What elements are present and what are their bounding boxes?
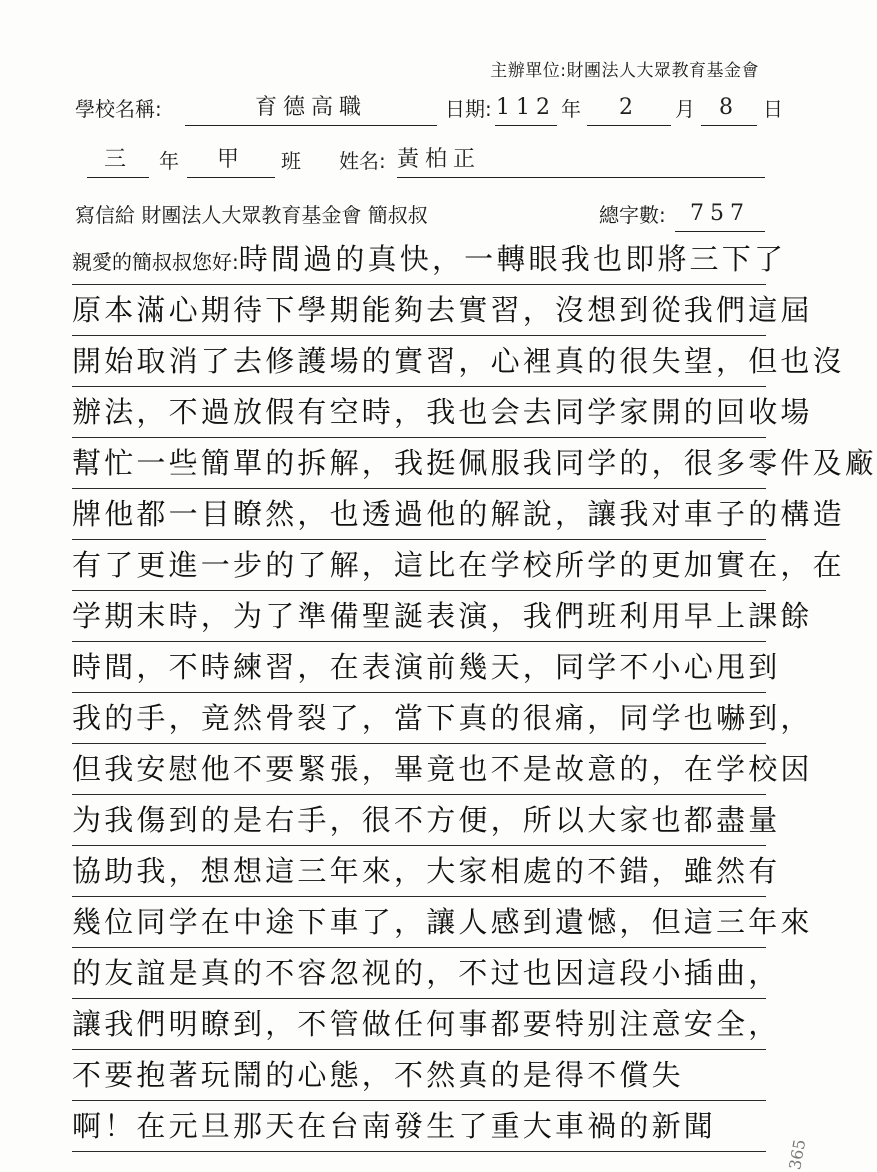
letter-line: 幾位同学在中途下車了，讓人感到遺憾，但這三年來 [72, 899, 766, 948]
month-field[interactable]: 2 [587, 91, 671, 126]
day-label: 日 [763, 97, 783, 121]
year-field[interactable]: 112 [495, 91, 557, 126]
letter-line: 的友誼是真的不容忽视的，不过也因這段小插曲， [72, 950, 766, 999]
letter-line: 我的手，竟然骨裂了，當下真的很痛，同学也嚇到， [72, 695, 766, 744]
letter-line: 讓我們明瞭到，不管做任何事都要特别注意安全， [72, 1001, 766, 1050]
letter-line: 啊！在元旦那天在台南發生了重大車禍的新聞 [72, 1103, 766, 1152]
letter-line: 幫忙一些簡單的拆解，我挺佩服我同学的，很多零件及廠 [72, 440, 766, 489]
grade-field[interactable]: 三 [87, 143, 149, 178]
year-label: 年 [561, 97, 581, 121]
page-number: 365 [785, 1137, 810, 1172]
recipient-row [75, 196, 765, 232]
greeting-label: 親愛的簡叔叔您好: [72, 250, 239, 274]
letter-line: 但我安慰他不要緊張，畢竟也不是故意的，在学校因 [72, 746, 766, 795]
letter-line: 学期末時，为了準備聖誕表演，我們班利用早上課餘 [72, 593, 766, 642]
letter-line: 時間，不時練習，在表演前幾天，同学不小心甩到 [72, 644, 766, 693]
class-name-row [75, 142, 765, 178]
school-label: 學校名稱: [75, 97, 162, 121]
date-label: 日期: [445, 97, 492, 121]
school-date-row [75, 90, 783, 126]
letter-line: 辦法，不過放假有空時，我也会去同学家開的回收場 [72, 389, 766, 438]
letter-line: 有了更進一步的了解，這比在学校所学的更加實在，在 [72, 542, 766, 591]
letter-line: 不要抱著玩鬧的心態，不然真的是得不償失 [72, 1052, 766, 1101]
name-label: 姓名: [339, 149, 386, 173]
class-label: 班 [281, 149, 301, 173]
letter-line: 協助我，想想這三年來，大家相處的不錯，雖然有 [72, 848, 766, 897]
letter-line: 为我傷到的是右手，很不方便，所以大家也都盡量 [72, 797, 766, 846]
letter-line: 開始取消了去修護場的實習，心裡真的很失望，但也沒 [72, 338, 766, 387]
day-field[interactable]: 8 [701, 91, 757, 126]
wordcount-label: 總字數: [599, 203, 666, 227]
grade-label: 年 [159, 149, 179, 173]
sponsor-label: 主辦單位:財團法人大眾教育基金會 [490, 61, 759, 81]
school-field[interactable]: 育德高職 [185, 91, 437, 126]
wordcount-field[interactable]: 757 [675, 197, 765, 232]
recipient-label: 寫信給 財團法人大眾教育基金會 簡叔叔 [75, 203, 428, 227]
name-field[interactable]: 黃柏正 [397, 143, 765, 178]
month-label: 月 [675, 97, 695, 121]
letter-line-text: 時間過的真快，一轉眼我也即將三下了 [238, 242, 787, 276]
class-field[interactable]: 甲 [187, 143, 275, 178]
letter-line: 原本滿心期待下學期能夠去實習，沒想到從我們這屆 [72, 287, 766, 336]
letter-line: 牌他都一目瞭然，也透過他的解說，讓我对車子的構造 [72, 491, 766, 540]
letter-line [72, 236, 787, 285]
